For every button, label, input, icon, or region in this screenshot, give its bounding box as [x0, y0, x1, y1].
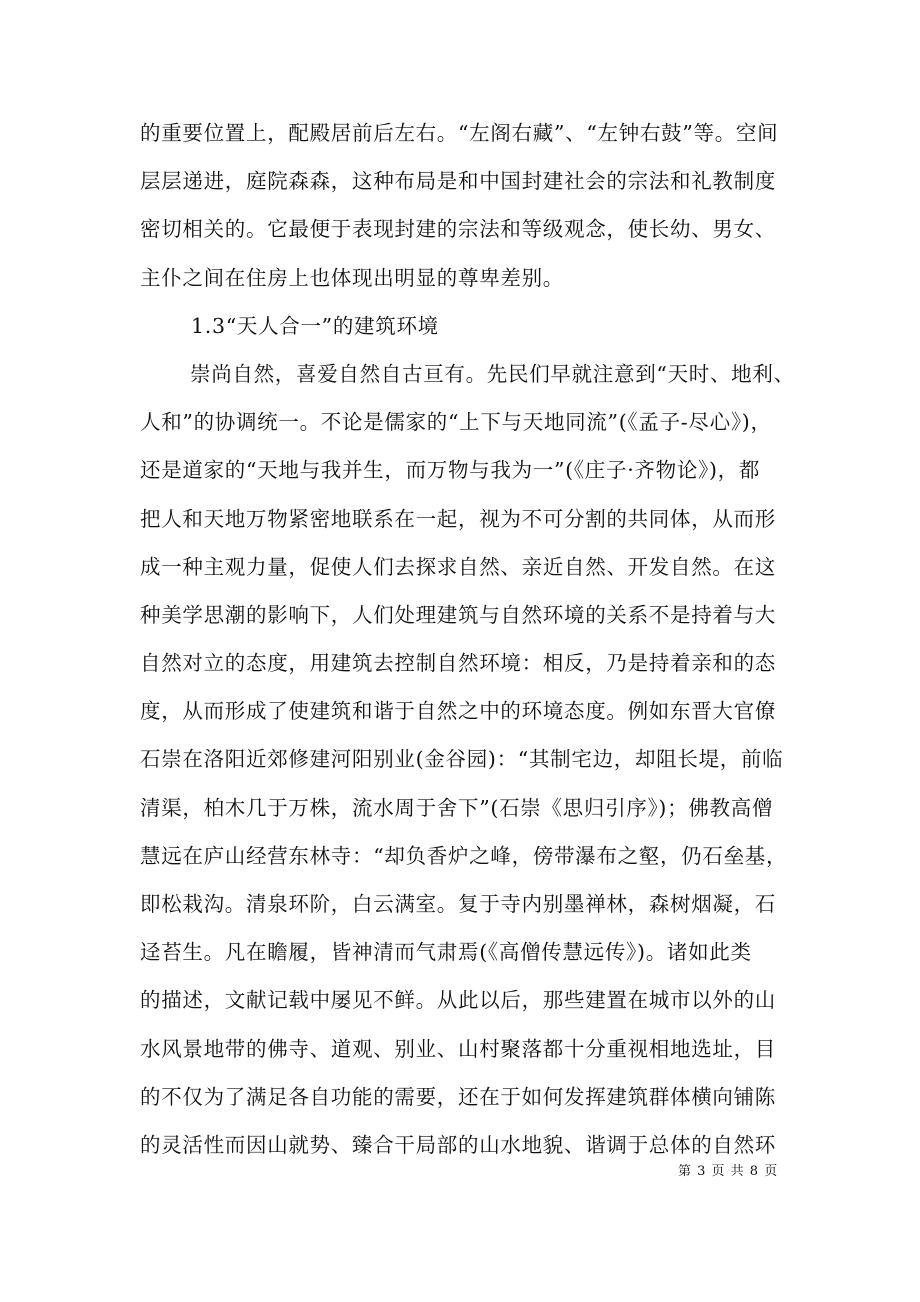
body-text: [140, 109, 800, 1169]
text-line: 的重要位置上，配殿居前后左右。“左阁右藏”、“左钟右鼓”等。空间: [140, 121, 779, 145]
page-number-footer: 第 3 页 共 8 页: [678, 1164, 779, 1179]
text-line: 石崇在洛阳近郊修建河阳别业(金谷园)：“其制宅边，却阻长堤，前临: [140, 747, 784, 772]
text-line: 水风景地带的佛寺、道观、别业、山村聚落都十分重视相地选址，目: [140, 1036, 776, 1061]
text-line: 清渠，柏木几于万株，流水周于舍下”(石崇《思归引序》)；佛教高僧: [140, 795, 774, 820]
text-line: 主仆之间在住房上也体现出明显的尊卑差别。: [140, 265, 564, 290]
section-heading: 1.3“天人合一”的建筑环境: [191, 313, 439, 338]
text-line: 层层递进，庭院森森，这种布局是和中国封建社会的宗法和礼教制度: [140, 169, 776, 194]
text-line: 还是道家的“天地与我并生，而万物与我为一”(《庄子·齐物论》)，都: [140, 458, 761, 483]
text-line: 即松栽沟。清泉环阶，白云满室。复于寺内别墨禅林，森树烟凝，石: [140, 892, 776, 916]
text-line: 的不仅为了满足各自功能的需要，还在于如何发挥建筑群体横向铺陈: [140, 1084, 776, 1109]
text-line: 密切相关的。它最便于表现封建的宗法和等级观念，使长幼、男女、: [140, 217, 776, 242]
text-line: 崇尚自然，喜爱自然自古亘有。先民们早就注意到“天时、地利、: [190, 361, 795, 386]
text-line: 自然对立的态度，用建筑去控制自然环境：相反，乃是持着亲和的态: [140, 651, 776, 676]
text-line: 的灵活性而因山就势、臻合干局部的山水地貌、谐调于总体的自然环: [140, 1132, 776, 1157]
text-line: 的描述，文献记载中屡见不鲜。从此以后，那些建置在城市以外的山: [140, 988, 776, 1013]
text-line: 把人和天地万物紧密地联系在一起，视为不可分割的共同体，从而形: [140, 506, 776, 531]
text-line: 成一种主观力量，促使人们去探求自然、亲近自然、开发自然。在这: [140, 554, 776, 579]
text-line: 迳苔生。凡在瞻履，皆神清而气肃焉(《高僧传慧远传》)。诸如此类: [140, 940, 752, 965]
text-line: 慧远在庐山经营东林寺：“却负香炉之峰，傍带瀑布之壑，仍石垒基，: [140, 843, 788, 868]
text-line: 种美学思潮的影响下，人们处理建筑与自然环境的关系不是持着与大: [140, 602, 776, 627]
text-line: 度，从而形成了使建筑和谐于自然之中的环境态度。例如东晋大官僚: [140, 699, 776, 724]
text-line: 人和”的协调统一。不论是儒家的“上下与天地同流”(《孟子-尽心》)，: [140, 410, 772, 435]
